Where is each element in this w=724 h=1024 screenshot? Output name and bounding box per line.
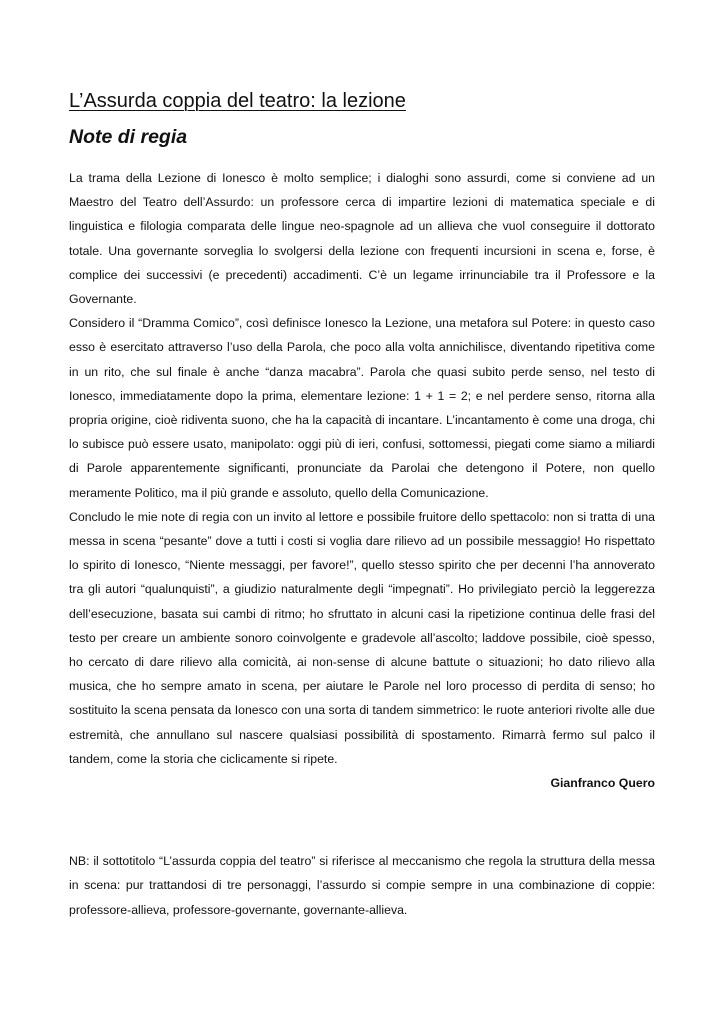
document-page xyxy=(69,88,655,922)
paragraph-conclusion: Concludo le mie note di regia con un invito al lettore e possibile fruitore dello spettacolo: non si tratta di una messa in scena “pesante” dove a tutti i costi si voglia dare rilievo ad un possibile messaggio! Ho rispettato lo spirito di Ionesco, “Niente messaggi, per favore!”, quello stesso spirito che per decenni l’ha annoverato tra gli autori “qualunquisti”, a giudizio naturalmente degli “impegnati”. Ho privilegiato perciò la leggerezza dell’esecuzione, basata sui cambi di ritmo; ho sfruttato in alcuni casi la ripetizione continua delle frasi del testo per creare un ambiente sonoro coinvolgente e gradevole all’ascolto; laddove possibile, cioè spesso, ho cercato di dare rilievo alla comicità, ai non-sense di alcune battute o situazioni; ho dato rilievo alla musica, che ho sempre amato in scena, per aiutare le Parole nel loro processo di perdita di senso; ho sostituito la scena pensata da Ionesco con una sorta di tandem simmetrico: le ruote anteriori rivolte alle due estremità, che annullano sul nascere qualsiasi possibilità di spostamento. Rimarrà fermo sul palco il tandem, come la storia che ciclicamente si ripete. xyxy=(69,509,655,766)
document-subtitle: Note di regia xyxy=(69,126,188,148)
paragraph-metaphor: Considero il “Dramma Comico”, così definisce Ionesco la Lezione, una metafora sul Potere: in questo caso esso è esercitato attraverso l’uso della Parola, che poco alla volta annichilisce, diventando ripetitiva come in un rito, che sul finale è anche “danza macabra”. Parola che quasi subito perde senso, nel testo di Ionesco, immediatamente dopo la prima, elementare lezione: 1 + 1 = 2; e nel perdere senso, ritorna alla propria origine, cioè ridiventa suono, che ha la capacità di incantare. L’incantamento è come una droga, chi lo subisce può essere usato, manipolato: oggi più di ieri, confusi, sottomessi, piegati come siamo a miliardi di Parole apparentemente significanti, pronunciate da Parolai che detengono il Potere, non quello meramente Politico, ma il più grande e assoluto, quello della Comunicazione. xyxy=(69,316,655,500)
author-signature: Gianfranco Quero xyxy=(550,776,655,791)
paragraph-plot: La trama della Lezione di Ionesco è molto semplice; i dialoghi sono assurdi, come si conviene ad un Maestro del Teatro dell’Assurdo: un professore cerca di impartire lezioni di matematica speciale e di linguistica e filologia comparata delle lingue neo-spagnole ad un allieva che vuol conseguire il dottorato totale. Una governante sorveglia lo svolgersi della lezione con frequenti incursioni in scena e, forse, è complice dei successivi (e precedenti) accadimenti. C’è un legame irrinunciabile tra il Professore e la Governante. xyxy=(69,171,655,307)
footnote-nb: NB: il sottotitolo “L’assurda coppia del teatro” si riferisce al meccanismo che regola la struttura della messa in scena: pur trattandosi di tre personaggi, l’assurdo si compie sempre in una combinazione di coppie: professore-allieva, professore-governante, governante-allieva. xyxy=(69,854,655,917)
document-body xyxy=(69,166,655,771)
document-title: L’Assurda coppia del teatro: la lezione xyxy=(69,90,406,112)
